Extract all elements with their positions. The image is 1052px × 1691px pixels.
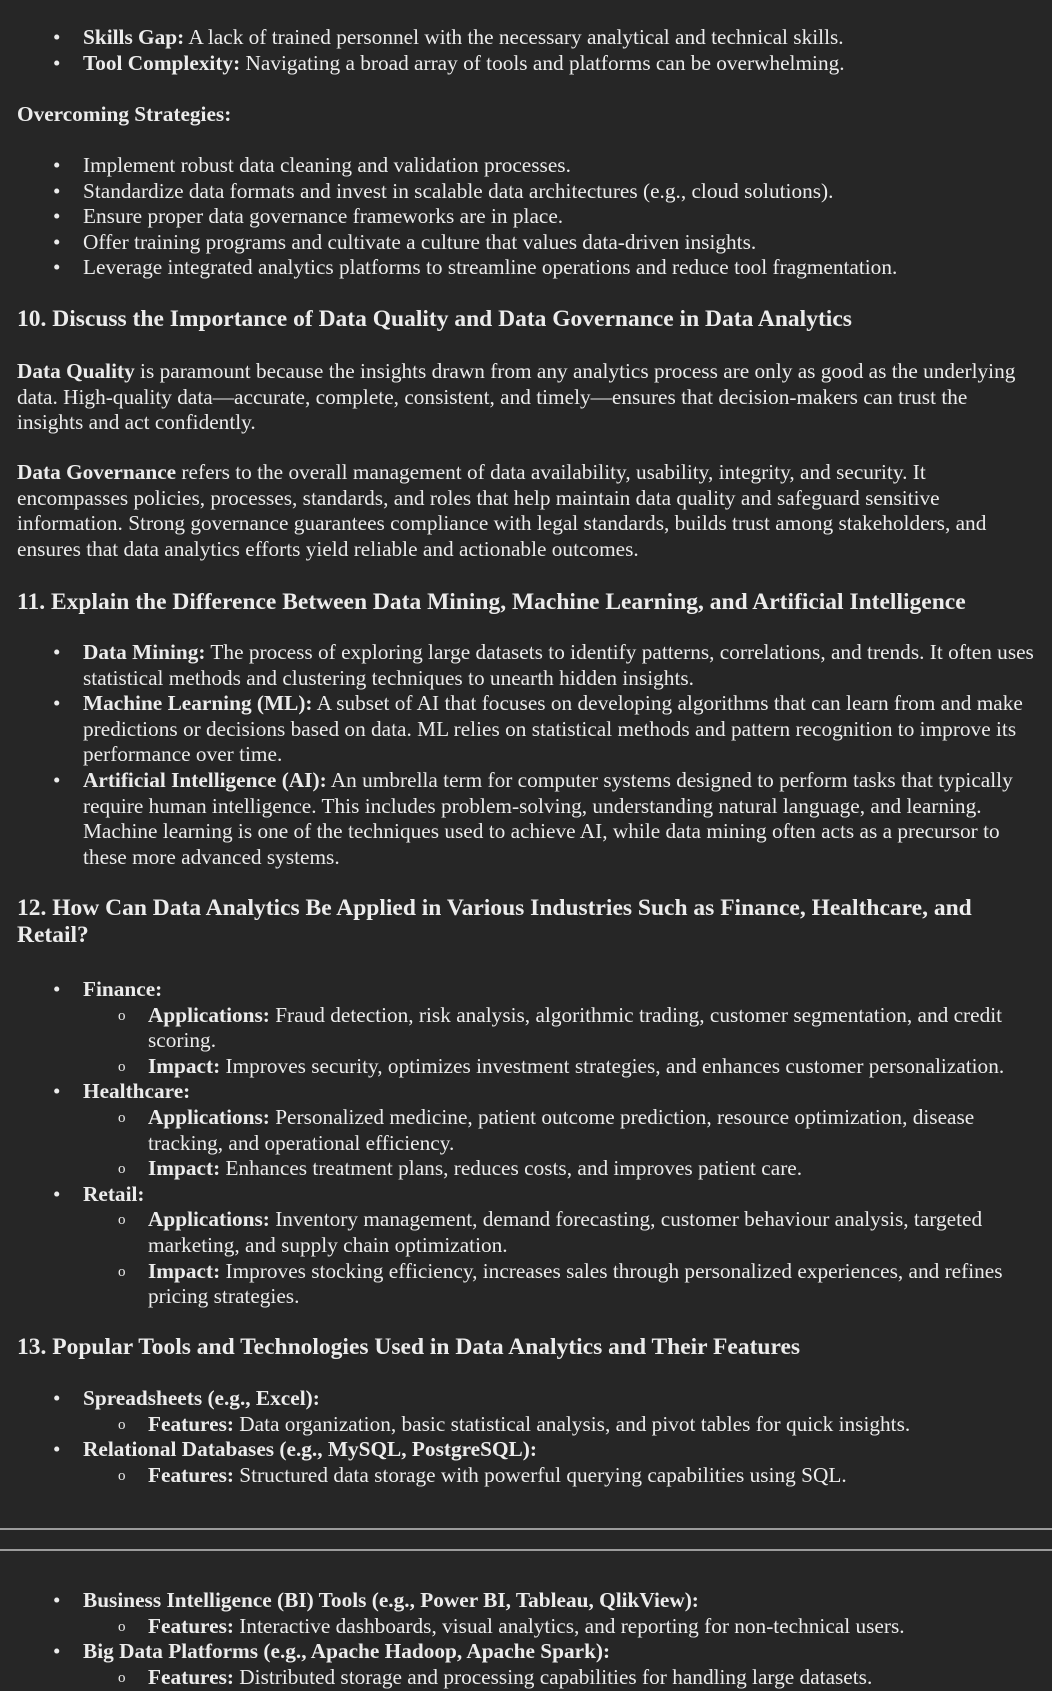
data-governance-paragraph: Data Governance refers to the overall management of data availability, usability, integrity, and security. It encompasses policies, processes, standards, and roles that help maintain data quality and safeguard sensitive information. Strong governance guarantees compliance with legal standards, builds trust among stakeholders, and ensures that data analytics efforts yield reliable and actionable outcomes. (17, 460, 987, 561)
circle-bullet-icon: o (118, 1007, 126, 1024)
sub-list-item: o Applications: Inventory management, demand forecasting, customer behaviour analysis, targeted marketing, and supply chain optimization. (118, 1207, 983, 1257)
section-10-heading: 10. Discuss the Importance of Data Quality and Data Governance in Data Analytics (17, 306, 852, 332)
bullet-icon: • (53, 204, 61, 229)
list-item: • Skills Gap: A lack of trained personnel with the necessary analytical and technical skills. (53, 25, 844, 49)
circle-bullet-icon: o (118, 1618, 126, 1635)
bullet-icon: • (53, 1386, 61, 1410)
bullet-icon: • (53, 1079, 61, 1104)
bullet-icon: • (53, 1181, 61, 1206)
bullet-icon: • (53, 255, 61, 280)
bullet-icon: • (53, 767, 61, 792)
industry-item: • Retail: (53, 1181, 145, 1206)
bullet-icon: • (53, 50, 61, 75)
sub-list-item: o Features: Data organization, basic statistical analysis, and pivot tables for quick insights. (17, 1412, 1037, 1438)
strategies-title: Overcoming Strategies: (17, 102, 232, 126)
list-item: • Machine Learning (ML): A subset of AI that focuses on developing algorithms that can learn from and make predictions or decisions based on data. ML relies on statistical methods and pattern recognition to improve its performance over time. (53, 691, 1023, 767)
section-11-heading: 11. Explain the Difference Between Data Mining, Machine Learning, and Artificial Intelligence (17, 589, 966, 615)
sub-list-item: o Impact: Enhances treatment plans, reduces costs, and improves patient care. (17, 1156, 1037, 1182)
list-item: • Offer training programs and cultivate a culture that values data-driven insights. (53, 229, 757, 254)
circle-bullet-icon: o (118, 1467, 126, 1484)
sub-list-item: o Impact: Improves security, optimizes investment strategies, and enhances customer personalization. (17, 1054, 1037, 1080)
tools-list-part-2 (17, 1588, 1037, 1690)
circle-bullet-icon: o (118, 1161, 126, 1178)
section-12-heading: 12. How Can Data Analytics Be Applied in Various Industries Such as Finance, Healthcare, and Retail? (17, 895, 972, 948)
circle-bullet-icon: o (118, 1058, 126, 1075)
list-item: • Data Mining: The process of exploring large datasets to identify patterns, correlations, and trends. It often uses statistical methods and clustering techniques to unearth hidden insights. (53, 640, 1034, 690)
bullet-icon: • (53, 178, 61, 203)
sub-list-item: o Features: Structured data storage with powerful querying capabilities using SQL. (17, 1463, 1037, 1489)
page-break-line-top (0, 1528, 1052, 1530)
list-item: • Artificial Intelligence (AI): An umbrella term for computer systems designed to perform tasks that typically require human intelligence. This includes problem-solving, understanding natural language, and learning. Machine learning is one of the techniques used to achieve AI, while data mining often acts as a precursor to these more advanced systems. (53, 767, 1013, 869)
list-item: • Tool Complexity: Navigating a broad array of tools and platforms can be overwhelming. (53, 50, 845, 75)
tool-item: • Business Intelligence (BI) Tools (e.g., Power BI, Tableau, QlikView): (53, 1588, 699, 1612)
tool-item: • Spreadsheets (e.g., Excel): (53, 1386, 320, 1410)
section-13-heading: 13. Popular Tools and Technologies Used in Data Analytics and Their Features (17, 1334, 801, 1360)
bullet-icon: • (53, 153, 61, 177)
tools-list-part-1 (17, 1386, 1037, 1488)
circle-bullet-icon: o (118, 1109, 126, 1126)
list-item: • Implement robust data cleaning and validation processes. (53, 153, 571, 177)
circle-bullet-icon: o (118, 1212, 126, 1229)
data-quality-paragraph: Data Quality is paramount because the insights drawn from any analytics process are only as good as the underlying data. High-quality data—accurate, complete, consistent, and timely—ensures that decision-makers can trust the insights and act confidently. (17, 359, 1016, 435)
bullet-icon: • (53, 1437, 61, 1462)
page-break-line-bottom (0, 1549, 1052, 1551)
bullet-icon: • (53, 1588, 61, 1612)
bullet-icon: • (53, 25, 61, 49)
list-item: • Ensure proper data governance frameworks are in place. (53, 204, 564, 229)
sub-list-item: o Features: Distributed storage and processing capabilities for handling large datasets. (17, 1665, 1037, 1691)
sub-list-item: o Features: Interactive dashboards, visual analytics, and reporting for non-technical users. (17, 1614, 1037, 1640)
circle-bullet-icon: o (118, 1263, 126, 1280)
bullet-icon: • (53, 229, 61, 254)
strategies-list (17, 153, 1037, 281)
circle-bullet-icon: o (118, 1669, 126, 1686)
bullet-icon: • (53, 1639, 61, 1664)
sub-list-item: o Applications: Fraud detection, risk analysis, algorithmic trading, customer segmentation, and credit scoring. (118, 1002, 1003, 1053)
tool-item: • Relational Databases (e.g., MySQL, PostgreSQL): (53, 1437, 537, 1462)
challenges-list (17, 25, 1037, 76)
industries-list (17, 977, 1037, 1310)
circle-bullet-icon: o (118, 1416, 126, 1433)
tool-item: • Big Data Platforms (e.g., Apache Hadoop, Apache Spark): (53, 1639, 611, 1664)
bullet-icon: • (53, 691, 61, 716)
ai-terms-list (17, 640, 1037, 870)
list-item: • Leverage integrated analytics platforms to streamline operations and reduce tool fragmentation. (53, 255, 898, 280)
bullet-icon: • (53, 977, 61, 1001)
industry-item: • Healthcare: (53, 1079, 191, 1104)
list-item: • Standardize data formats and invest in scalable data architectures (e.g., cloud solutions). (53, 178, 834, 203)
sub-list-item: o Applications: Personalized medicine, patient outcome prediction, resource optimization, disease tracking, and operational efficiency. (118, 1104, 975, 1155)
sub-list-item: o Impact: Improves stocking efficiency, increases sales through personalized experiences, and refines pricing strategies. (118, 1258, 1003, 1309)
bullet-icon: • (53, 640, 61, 664)
industry-item: • Finance: (53, 977, 163, 1001)
